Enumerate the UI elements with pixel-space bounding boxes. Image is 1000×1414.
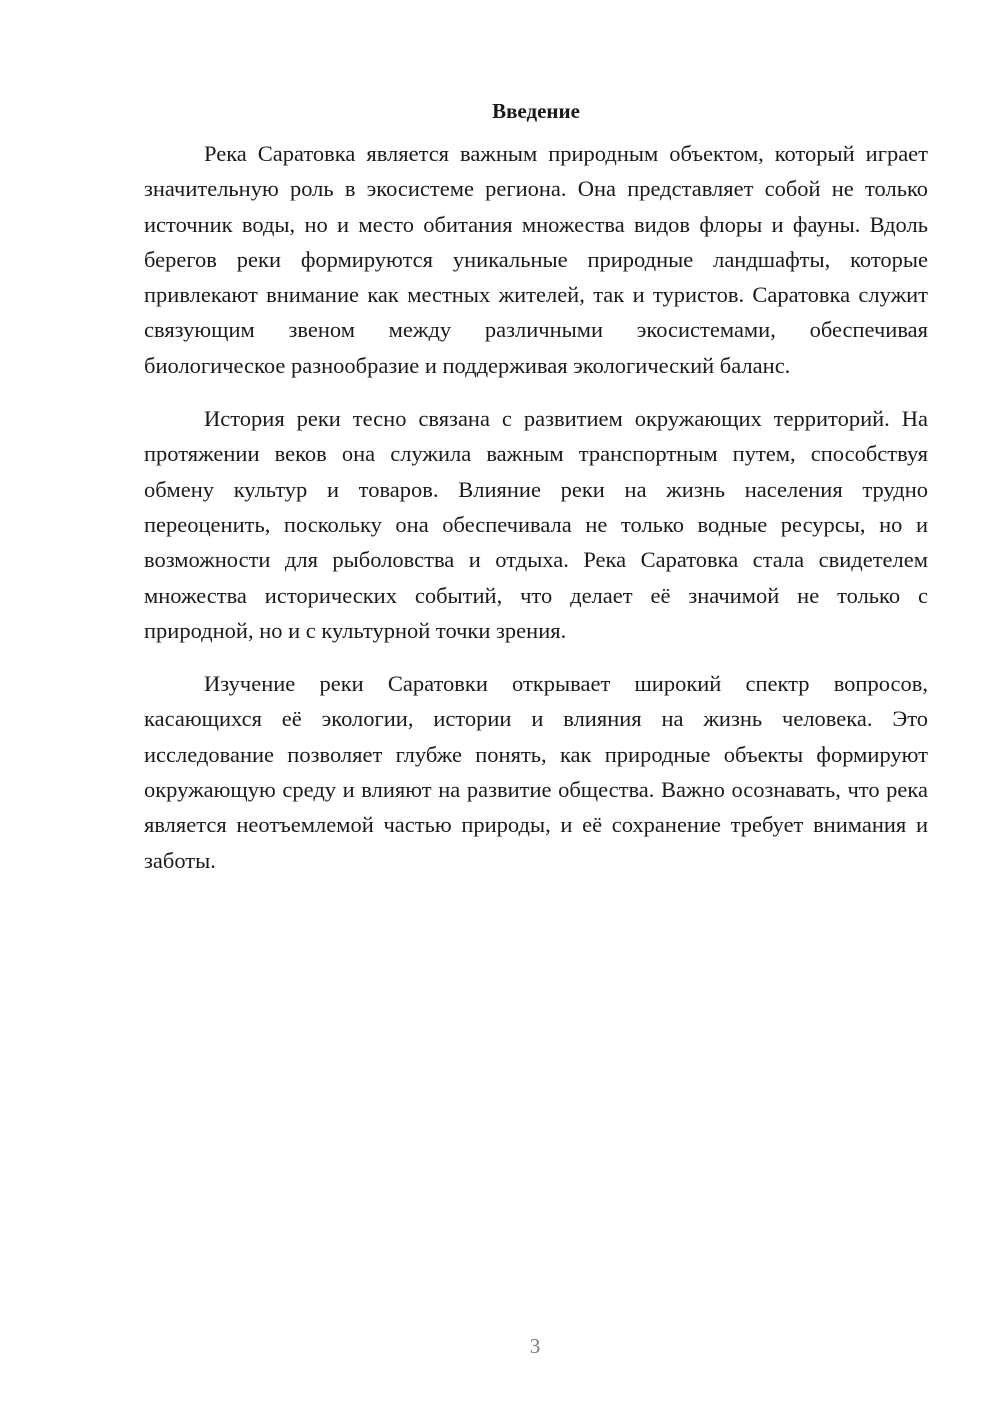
paragraph-1: Река Саратовка является важным природным объектом, который играет значительную роль в экосистеме региона. Она представляет собой не только источник воды, но и место обитания множества видов флоры и фауны. Вдоль берегов реки формируются уникальные природные ландшафты, которые привлекают внимание как местных жителей, так и туристов. Саратовка служит связующим звеном между различными экосистемами, обеспечивая биологическое разнообразие и поддерживая экологический баланс.	[144, 141, 928, 378]
page-content	[144, 96, 928, 896]
page-number: 3	[529, 1334, 541, 1358]
paragraph-3: Изучение реки Саратовки открывает широкий спектр вопросов, касающихся её экологии, истории и влияния на жизнь человека. Это исследование позволяет глубже понять, как природные объекты формируют окружающую среду и влияют на развитие общества. Важно осознавать, что река является неотъемлемой частью природы, и её сохранение требует внимания и заботы.	[144, 671, 928, 873]
paragraph-2: История реки тесно связана с развитием окружающих территорий. На протяжении веков она служила важным транспортным путем, способствуя обмену культур и товаров. Влияние реки на жизнь населения трудно переоценить, поскольку она обеспечивала не только водные ресурсы, но и возможности для рыболовства и отдыха. Река Саратовка стала свидетелем множества исторических событий, что делает её значимой не только с природной, но и с культурной точки зрения.	[144, 406, 928, 643]
section-title: Введение	[492, 99, 580, 123]
